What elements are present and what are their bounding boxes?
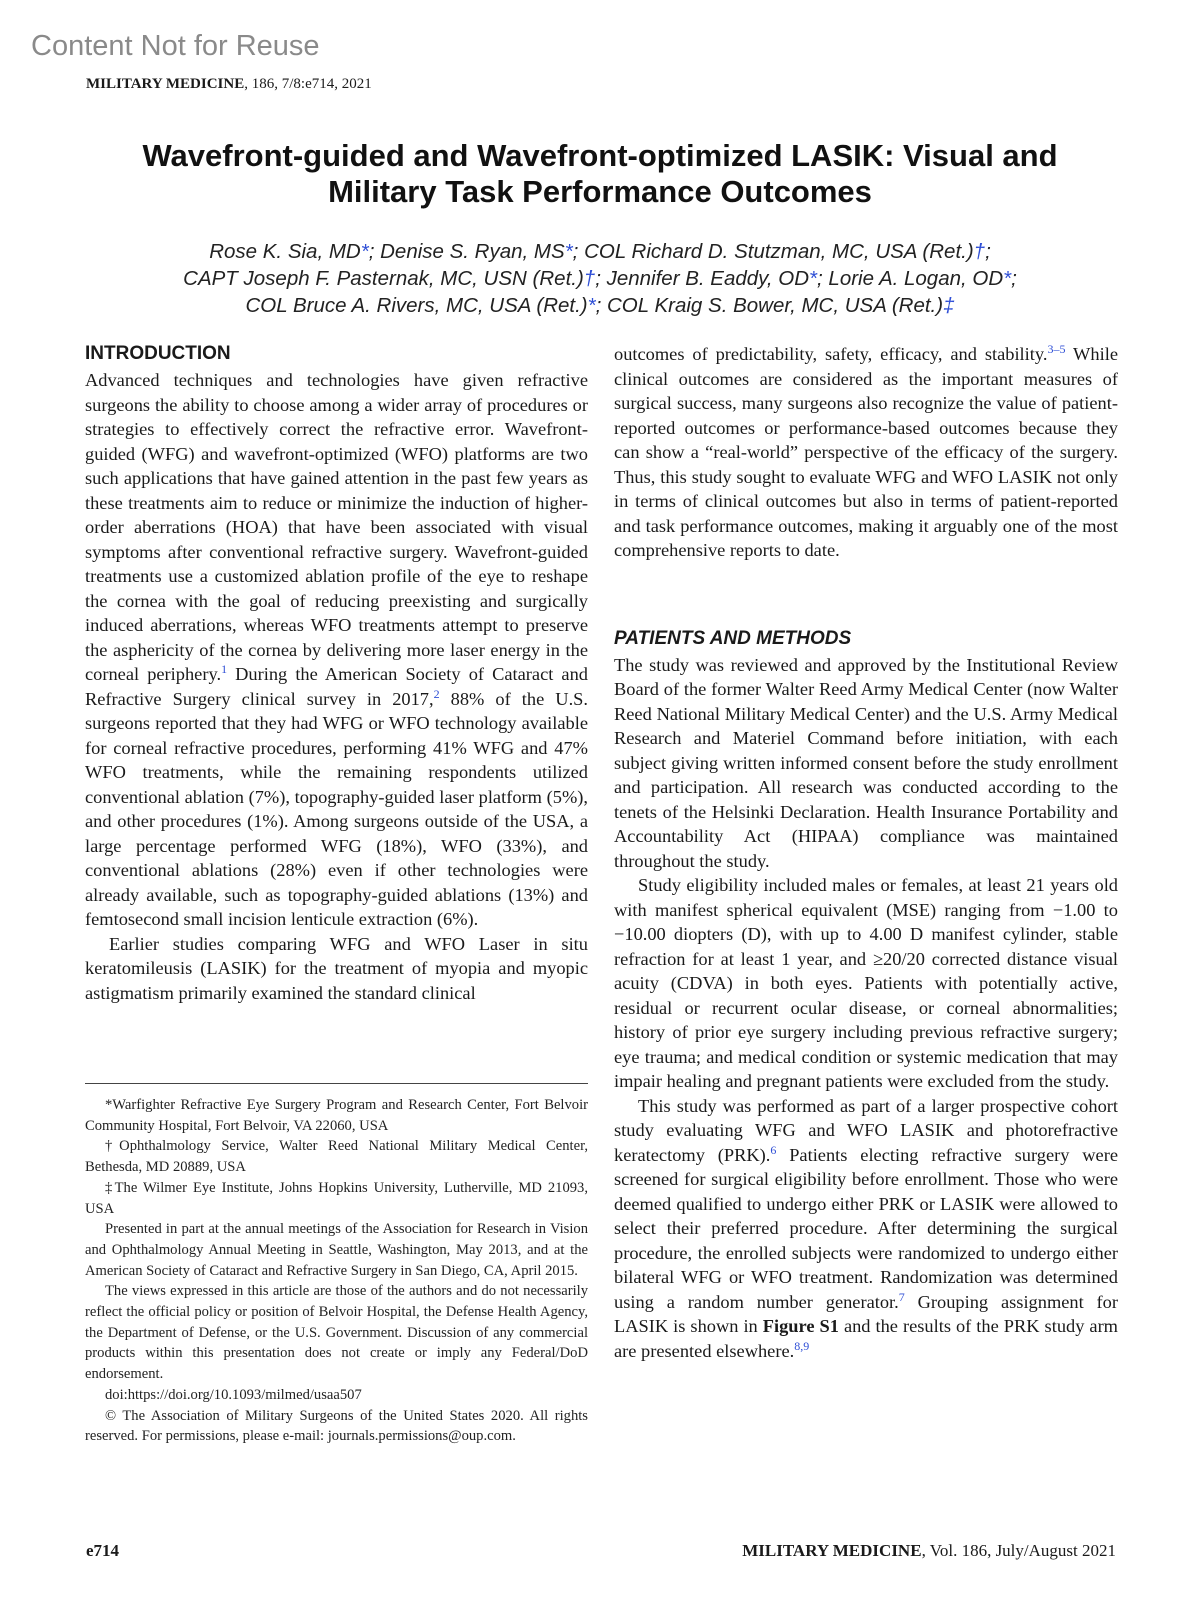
reference-link[interactable]: 8,9 bbox=[794, 1338, 810, 1353]
section-heading-introduction: INTRODUCTION bbox=[85, 343, 231, 364]
footnote-divider bbox=[85, 1083, 588, 1084]
footer-journal-name: MILITARY MEDICINE bbox=[742, 1541, 922, 1560]
author-name: ; COL Kraig S. Bower, MC, USA (Ret.) bbox=[595, 294, 944, 317]
affiliation-marker[interactable]: * bbox=[1003, 267, 1012, 290]
paragraph-text: During the American Society of Cataract and Refractive Surgery clinical survey in 2017, bbox=[85, 664, 588, 709]
footnotes bbox=[85, 1095, 588, 1447]
reference-link[interactable]: 6 bbox=[770, 1142, 777, 1157]
paragraph-text: Advanced techniques and technologies have given refractive surgeons the ability to choose among a wider array of procedures or strategies to effectively correct the refractive error. Wavefront-guided (WFG) and wavefront-optimized (WFO) platforms are two such applications that have gained attention in the past few years as these treatments aim to reduce or minimize the induction of higher-order aberrations (HOA) that have been associated with visual symptoms after conventional refractive surgery. Wavefront-guided treatments use a customized ablation profile of the eye to reshape the cornea with the goal of reducing preexisting and surgically induced aberrations, whereas WFO treatments attempt to preserve the asphericity of the cornea by delivering more laser energy in the corneal periphery. bbox=[85, 370, 588, 684]
author-name: ; Jennifer B. Eaddy, OD bbox=[595, 267, 810, 290]
journal-name: MILITARY MEDICINE bbox=[86, 76, 245, 92]
affiliation-marker[interactable]: * bbox=[809, 267, 818, 290]
footer-issue: , Vol. 186, July/August 2021 bbox=[921, 1541, 1116, 1560]
paragraph-text: This study was performed as part of a larger prospective cohort study evaluating WFG and WFO LASIK and photorefractive keratectomy (PRK). bbox=[614, 1095, 1118, 1165]
reference-link[interactable]: 1 bbox=[221, 661, 228, 676]
affiliation-marker[interactable]: * bbox=[587, 294, 596, 317]
footer-journal bbox=[742, 1541, 1116, 1561]
watermark: Content Not for Reuse bbox=[31, 30, 320, 62]
paragraph-text: Patients electing refractive surgery were screened for surgical eligibility before enrollment. Those who were deemed qualified to undergo either PRK or LASIK were allowed to select their preferred procedure. After determining the surgical procedure, the enrolled subjects were randomized to undergo either bilateral WFG or WFO treatment. Randomization was determined using a random number generator. bbox=[614, 1144, 1119, 1312]
section-spacer bbox=[614, 563, 1118, 627]
article-title bbox=[60, 138, 1140, 210]
figure-link[interactable]: Figure S1 bbox=[762, 1316, 839, 1336]
methods-paragraph-3 bbox=[614, 1094, 1118, 1364]
separator: ; bbox=[1011, 267, 1017, 290]
footnote-disclaimer: The views expressed in this article are those of the authors and do not necessarily reflect the official policy or position of Belvoir Hospital, the Defense Health Agency, the Department of Defense, or the U.S. Government. Discussion of any commercial products within this presentation does not create or imply any Federal/DoD endorsement. bbox=[85, 1283, 588, 1383]
author-name: ; COL Richard D. Stutzman, MC, USA (Ret.) bbox=[572, 240, 974, 263]
footnote-affiliation-1: *Warfighter Refractive Eye Surgery Program and Research Center, Fort Belvoir Community Hospital, Fort Belvoir, VA 22060, USA bbox=[85, 1097, 588, 1134]
footnote-affiliation-2: †Ophthalmology Service, Walter Reed National Military Medical Center, Bethesda, MD 20889, USA bbox=[85, 1138, 588, 1176]
author-line-3 bbox=[60, 292, 1140, 319]
paragraph-text: and the results of the PRK study arm are presented elsewhere. bbox=[614, 1316, 1118, 1361]
paragraph-text: 88% of the U.S. surgeons reported that they had WFG or WFO technology available for corneal refractive procedures, performing 41% WFG and 47% WFO treatments, while the remaining respondents utilized conventional ablation (7%), topography-guided laser platform (5%), and other procedures (1%). Among surgeons outside of the USA, a large percentage performed WFG (18%), WFO (33%), and conventional ablations (28%) even if other technologies were already available, such as topography-guided ablations (13%) and femtosecond small incision lenticule extraction (6%). bbox=[85, 688, 589, 929]
reference-link[interactable]: 3–5 bbox=[1047, 341, 1066, 356]
title-line-2: Military Task Performance Outcomes bbox=[328, 174, 872, 209]
author-name: CAPT Joseph F. Pasternak, MC, USN (Ret.) bbox=[183, 267, 584, 290]
footnote-affiliation-3: ‡The Wilmer Eye Institute, Johns Hopkins University, Lutherville, MD 21093, USA bbox=[85, 1179, 588, 1217]
affiliation-marker[interactable]: * bbox=[564, 240, 573, 263]
author-line-1 bbox=[60, 238, 1140, 265]
title-line-1: Wavefront-guided and Wavefront-optimized LASIK: Visual and bbox=[142, 138, 1058, 173]
affiliation-marker[interactable]: * bbox=[360, 240, 369, 263]
intro-paragraph-2: Earlier studies comparing WFG and WFO Laser in situ keratomileusis (LASIK) for the treatment of myopia and myopic astigmatism primarily examined the standard clinical bbox=[85, 933, 588, 1003]
section-heading-methods: PATIENTS AND METHODS bbox=[614, 627, 852, 649]
affiliation-marker[interactable]: ‡ bbox=[943, 294, 955, 317]
journal-header bbox=[86, 76, 372, 93]
author-name: ; Denise S. Ryan, MS bbox=[368, 240, 565, 263]
right-column bbox=[614, 342, 1118, 1363]
author-list bbox=[60, 238, 1140, 319]
paragraph-text: While clinical outcomes are considered as the important measures of surgical success, many surgeons also recognize the value of patient-reported outcomes or performance-based outcomes because they can show a “real-world” perspective of the efficacy of the surgery. Thus, this study sought to evaluate WFG and WFO LASIK not only in terms of clinical outcomes but also in terms of patient-reported and task performance outcomes, making it arguably one of the most comprehensive reports to date. bbox=[614, 344, 1118, 560]
footnote-copyright: © The Association of Military Surgeons of the United States 2020. All rights reserved. For permissions, please e-mail: journals.permissions@oup.com. bbox=[85, 1407, 588, 1445]
author-name: Rose K. Sia, MD bbox=[209, 240, 361, 263]
affiliation-marker[interactable]: † bbox=[583, 267, 596, 290]
author-name: COL Bruce A. Rivers, MC, USA (Ret.) bbox=[245, 294, 588, 317]
journal-citation: , 186, 7/8:e714, 2021 bbox=[244, 76, 372, 92]
author-line-2 bbox=[60, 265, 1140, 292]
intro-paragraph-1 bbox=[85, 368, 588, 932]
paragraph-text: outcomes of predictability, safety, efficacy, and stability. bbox=[614, 344, 1048, 364]
reference-link[interactable]: 2 bbox=[433, 686, 440, 701]
page-number: e714 bbox=[86, 1541, 120, 1560]
author-name: ; Lorie A. Logan, OD bbox=[817, 267, 1004, 290]
footnote-doi[interactable]: doi:https://doi.org/10.1093/milmed/usaa507 bbox=[105, 1386, 362, 1403]
footnote-presented: Presented in part at the annual meetings of the Association for Research in Vision and Ophthalmology Annual Meeting in Seattle, Washington, May 2013, and at the American Society of Cataract and Refractive Surgery in San Diego, CA, April 2015. bbox=[85, 1221, 588, 1279]
methods-paragraph-1: The study was reviewed and approved by the Institutional Review Board of the former Walter Reed Army Medical Center (now Walter Reed National Military Medical Center) and the U.S. Army Medical Research and Materiel Command before initiation, with each subject giving written informed consent before the study enrollment and participation. All research was conducted according to the tenets of the Helsinki Declaration. Health Insurance Portability and Accountability Act (HIPAA) compliance was maintained throughout the study. bbox=[614, 654, 1118, 871]
intro-paragraph-3 bbox=[614, 342, 1118, 563]
affiliation-marker[interactable]: † bbox=[973, 240, 986, 263]
separator: ; bbox=[985, 240, 991, 263]
reference-link[interactable]: 7 bbox=[898, 1289, 905, 1304]
methods-paragraph-2: Study eligibility included males or females, at least 21 years old with manifest spherical equivalent (MSE) ranging from −1.00 to −10.00 diopters (D), with up to 4.00 D manifest cylinder, stable refraction for at least 1 year, and ≥20/20 corrected distance visual acuity (CDVA) in both eyes. Patients with potentially active, residual or recurrent ocular disease, or corneal abnormalities; history of prior eye surgery including previous refractive surgery; eye trauma; and medical condition or systemic medication that may impair healing and pregnant patients were excluded from the study. bbox=[614, 875, 1118, 1091]
left-column bbox=[85, 342, 588, 1005]
paragraph-text: Grouping assignment for LASIK is shown in bbox=[614, 1291, 1119, 1336]
